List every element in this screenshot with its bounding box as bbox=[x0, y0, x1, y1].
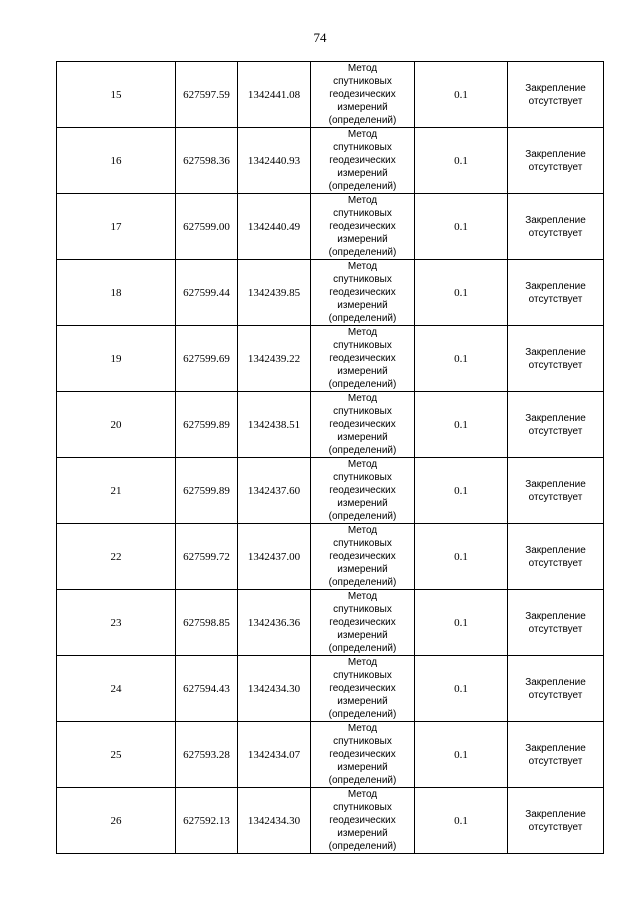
accuracy-cell: 0.1 bbox=[415, 722, 508, 788]
x-coordinate-cell: 627599.72 bbox=[176, 524, 238, 590]
coordinates-table bbox=[56, 61, 604, 854]
fixing-cell: Закрепление отсутствует bbox=[508, 260, 604, 326]
fixing-cell: Закрепление отсутствует bbox=[508, 326, 604, 392]
fixing-cell: Закрепление отсутствует bbox=[508, 62, 604, 128]
accuracy-cell: 0.1 bbox=[415, 194, 508, 260]
accuracy-cell: 0.1 bbox=[415, 392, 508, 458]
table-row bbox=[57, 722, 604, 788]
y-coordinate-cell: 1342441.08 bbox=[238, 62, 311, 128]
fixing-cell: Закрепление отсутствует bbox=[508, 722, 604, 788]
accuracy-cell: 0.1 bbox=[415, 656, 508, 722]
x-coordinate-cell: 627599.69 bbox=[176, 326, 238, 392]
accuracy-cell: 0.1 bbox=[415, 62, 508, 128]
method-cell: Метод спутниковых геодезических измерений (определений) bbox=[311, 326, 415, 392]
method-cell: Метод спутниковых геодезических измерений (определений) bbox=[311, 722, 415, 788]
fixing-cell: Закрепление отсутствует bbox=[508, 458, 604, 524]
point-number-cell: 25 bbox=[57, 722, 176, 788]
accuracy-cell: 0.1 bbox=[415, 128, 508, 194]
table-body bbox=[57, 62, 604, 854]
y-coordinate-cell: 1342439.85 bbox=[238, 260, 311, 326]
table-row bbox=[57, 392, 604, 458]
y-coordinate-cell: 1342439.22 bbox=[238, 326, 311, 392]
table-row bbox=[57, 128, 604, 194]
table-row bbox=[57, 326, 604, 392]
x-coordinate-cell: 627598.36 bbox=[176, 128, 238, 194]
fixing-cell: Закрепление отсутствует bbox=[508, 656, 604, 722]
x-coordinate-cell: 627599.89 bbox=[176, 458, 238, 524]
y-coordinate-cell: 1342436.36 bbox=[238, 590, 311, 656]
table-row bbox=[57, 656, 604, 722]
method-cell: Метод спутниковых геодезических измерений (определений) bbox=[311, 392, 415, 458]
x-coordinate-cell: 627597.59 bbox=[176, 62, 238, 128]
point-number-cell: 19 bbox=[57, 326, 176, 392]
point-number-cell: 21 bbox=[57, 458, 176, 524]
y-coordinate-cell: 1342437.00 bbox=[238, 524, 311, 590]
point-number-cell: 24 bbox=[57, 656, 176, 722]
method-cell: Метод спутниковых геодезических измерений (определений) bbox=[311, 656, 415, 722]
point-number-cell: 16 bbox=[57, 128, 176, 194]
page-number: 74 bbox=[313, 30, 327, 45]
x-coordinate-cell: 627599.00 bbox=[176, 194, 238, 260]
y-coordinate-cell: 1342440.93 bbox=[238, 128, 311, 194]
accuracy-cell: 0.1 bbox=[415, 458, 508, 524]
accuracy-cell: 0.1 bbox=[415, 260, 508, 326]
method-cell: Метод спутниковых геодезических измерений (определений) bbox=[311, 62, 415, 128]
method-cell: Метод спутниковых геодезических измерений (определений) bbox=[311, 260, 415, 326]
y-coordinate-cell: 1342434.30 bbox=[238, 788, 311, 854]
method-cell: Метод спутниковых геодезических измерений (определений) bbox=[311, 524, 415, 590]
accuracy-cell: 0.1 bbox=[415, 326, 508, 392]
y-coordinate-cell: 1342437.60 bbox=[238, 458, 311, 524]
x-coordinate-cell: 627592.13 bbox=[176, 788, 238, 854]
x-coordinate-cell: 627599.89 bbox=[176, 392, 238, 458]
table-row bbox=[57, 194, 604, 260]
point-number-cell: 20 bbox=[57, 392, 176, 458]
y-coordinate-cell: 1342434.07 bbox=[238, 722, 311, 788]
y-coordinate-cell: 1342434.30 bbox=[238, 656, 311, 722]
point-number-cell: 23 bbox=[57, 590, 176, 656]
table-row bbox=[57, 590, 604, 656]
fixing-cell: Закрепление отсутствует bbox=[508, 392, 604, 458]
accuracy-cell: 0.1 bbox=[415, 524, 508, 590]
method-cell: Метод спутниковых геодезических измерений (определений) bbox=[311, 458, 415, 524]
point-number-cell: 17 bbox=[57, 194, 176, 260]
table-row bbox=[57, 62, 604, 128]
x-coordinate-cell: 627599.44 bbox=[176, 260, 238, 326]
fixing-cell: Закрепление отсутствует bbox=[508, 128, 604, 194]
fixing-cell: Закрепление отсутствует bbox=[508, 788, 604, 854]
y-coordinate-cell: 1342440.49 bbox=[238, 194, 311, 260]
accuracy-cell: 0.1 bbox=[415, 788, 508, 854]
point-number-cell: 15 bbox=[57, 62, 176, 128]
method-cell: Метод спутниковых геодезических измерений (определений) bbox=[311, 788, 415, 854]
table-row bbox=[57, 260, 604, 326]
method-cell: Метод спутниковых геодезических измерений (определений) bbox=[311, 590, 415, 656]
fixing-cell: Закрепление отсутствует bbox=[508, 524, 604, 590]
method-cell: Метод спутниковых геодезических измерений (определений) bbox=[311, 194, 415, 260]
fixing-cell: Закрепление отсутствует bbox=[508, 194, 604, 260]
point-number-cell: 22 bbox=[57, 524, 176, 590]
fixing-cell: Закрепление отсутствует bbox=[508, 590, 604, 656]
table-row bbox=[57, 524, 604, 590]
x-coordinate-cell: 627593.28 bbox=[176, 722, 238, 788]
accuracy-cell: 0.1 bbox=[415, 590, 508, 656]
x-coordinate-cell: 627598.85 bbox=[176, 590, 238, 656]
y-coordinate-cell: 1342438.51 bbox=[238, 392, 311, 458]
table-row bbox=[57, 458, 604, 524]
table-row bbox=[57, 788, 604, 854]
method-cell: Метод спутниковых геодезических измерений (определений) bbox=[311, 128, 415, 194]
x-coordinate-cell: 627594.43 bbox=[176, 656, 238, 722]
point-number-cell: 26 bbox=[57, 788, 176, 854]
point-number-cell: 18 bbox=[57, 260, 176, 326]
